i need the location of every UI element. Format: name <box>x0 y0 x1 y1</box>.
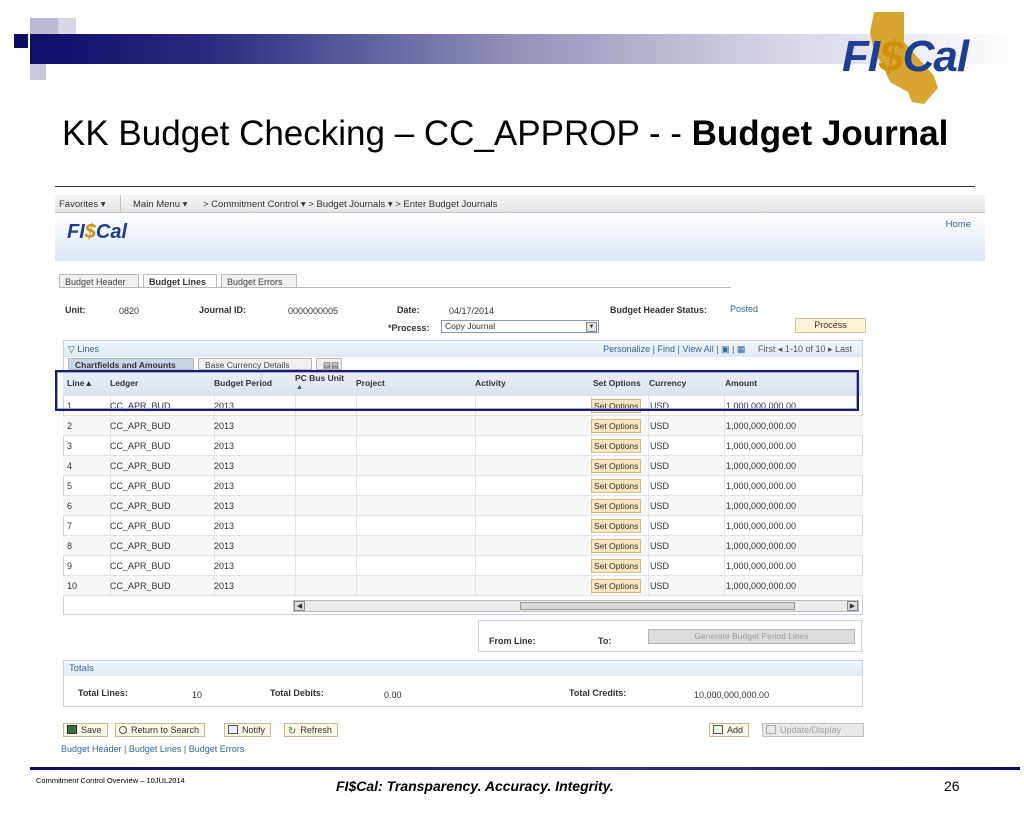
totals-panel <box>63 660 863 707</box>
set-options-button[interactable]: Set Options <box>591 419 641 433</box>
col-ledger[interactable]: Ledger <box>110 378 139 388</box>
highlight-box <box>55 370 859 411</box>
cell-divider <box>648 556 649 576</box>
process-button[interactable]: Process <box>795 318 866 333</box>
cell-ledger: CC_APR_BUD <box>110 421 171 431</box>
bottom-page-links[interactable]: Budget Header | Budget Lines | Budget Errors <box>61 744 245 754</box>
cell-divider <box>295 416 296 436</box>
cell-divider <box>475 516 476 536</box>
set-options-button[interactable]: Set Options <box>591 439 641 453</box>
generate-budget-period-lines-button[interactable]: Generate Budget Period Lines <box>648 629 855 644</box>
cell-currency: USD <box>650 481 670 491</box>
cell-budget-period: 2013 <box>214 401 235 411</box>
cell-ledger: CC_APR_BUD <box>110 561 171 571</box>
set-options-button[interactable]: Set Options <box>591 539 641 553</box>
cell-amount: 1,000,000,000.00 <box>726 441 797 451</box>
cell-currency: USD <box>650 421 670 431</box>
cell-divider <box>295 456 296 476</box>
cell-divider <box>648 416 649 436</box>
notify-button[interactable]: Notify <box>224 723 271 737</box>
process-label: *Process: <box>388 323 430 333</box>
cell-divider <box>356 576 357 596</box>
cell-divider <box>724 516 725 536</box>
cell-budget-period: 2013 <box>214 561 235 571</box>
cell-divider <box>356 436 357 456</box>
cell-currency: USD <box>650 541 670 551</box>
cell-ledger: CC_APR_BUD <box>110 541 171 551</box>
tab-budget-header[interactable]: Budget Header <box>59 274 139 288</box>
cell-divider <box>724 576 725 596</box>
totals-title: Totals <box>64 661 862 676</box>
cell-budget-period: 2013 <box>214 421 235 431</box>
save-button[interactable]: Save <box>63 723 108 737</box>
cell-currency: USD <box>650 521 670 531</box>
slide-title: KK Budget Checking – CC_APPROP - - Budget Journal <box>62 114 949 153</box>
cell-amount: 1,000,000,000.00 <box>726 401 797 411</box>
save-icon <box>67 725 77 734</box>
cell-line: 6 <box>67 501 73 511</box>
cell-divider <box>356 516 357 536</box>
cell-amount: 1,000,000,000.00 <box>726 541 797 551</box>
cell-divider <box>356 556 357 576</box>
cell-amount: 1,000,000,000.00 <box>726 561 797 571</box>
total-lines-label: Total Lines: <box>78 688 128 698</box>
cell-divider <box>648 576 649 596</box>
cell-divider <box>475 436 476 456</box>
dropdown-arrow-icon: ▼ <box>586 322 597 332</box>
refresh-button[interactable]: ↻ Refresh <box>284 723 338 737</box>
cell-divider <box>475 476 476 496</box>
page-number: 26 <box>944 778 960 794</box>
cell-amount: 1,000,000,000.00 <box>726 521 797 531</box>
tab-underline <box>59 287 731 288</box>
set-options-button[interactable]: Set Options <box>591 399 641 413</box>
cell-line: 7 <box>67 521 73 531</box>
cell-amount: 1,000,000,000.00 <box>726 421 797 431</box>
set-options-button[interactable]: Set Options <box>591 499 641 513</box>
total-debits-label: Total Debits: <box>270 688 324 698</box>
tab-budget-errors[interactable]: Budget Errors <box>221 274 297 288</box>
cell-divider <box>724 456 725 476</box>
cell-divider <box>724 436 725 456</box>
cell-currency: USD <box>650 461 670 471</box>
cell-currency: USD <box>650 401 670 411</box>
footer-left-text: Commitment Control Overview – 10JUL2014 <box>36 776 185 785</box>
nav-bar <box>55 195 985 213</box>
cell-budget-period: 2013 <box>214 581 235 591</box>
date-value: 04/17/2014 <box>449 306 495 316</box>
set-options-button[interactable]: Set Options <box>591 579 641 593</box>
cell-line: 4 <box>67 461 73 471</box>
table-row <box>63 496 863 516</box>
breadcrumb[interactable]: > Commitment Control ▾ > Budget Journals ▾ > Enter Budget Journals <box>203 199 498 210</box>
cell-divider <box>648 496 649 516</box>
notify-icon <box>228 725 238 734</box>
table-row <box>63 476 863 496</box>
cell-amount: 1,000,000,000.00 <box>726 481 797 491</box>
cell-line: 9 <box>67 561 73 571</box>
cell-divider <box>724 476 725 496</box>
sort-arrow-icon: ▲ <box>296 384 303 391</box>
cell-line: 1 <box>67 401 73 411</box>
tab-budget-lines[interactable]: Budget Lines <box>143 274 217 288</box>
total-debits-value: 0.00 <box>384 690 402 700</box>
table-row <box>63 556 863 576</box>
cell-divider <box>356 476 357 496</box>
table-row <box>63 456 863 476</box>
cell-divider <box>724 536 725 556</box>
table-row <box>63 576 863 596</box>
cell-currency: USD <box>650 441 670 451</box>
col-line[interactable]: Line▲ <box>67 378 93 388</box>
peoplesoft-screen <box>55 195 985 760</box>
update-display-button[interactable]: Update/Display <box>762 723 864 737</box>
total-credits-value: 10,000,000,000.00 <box>694 690 770 700</box>
journal-id-label: Journal ID: <box>199 305 247 315</box>
table-row <box>63 416 863 436</box>
return-to-search-button[interactable]: Return to Search <box>115 723 205 737</box>
search-icon <box>119 726 127 734</box>
cell-ledger: CC_APR_BUD <box>110 461 171 471</box>
cell-divider <box>724 496 725 516</box>
status-value: Posted <box>730 304 759 314</box>
cell-divider <box>475 536 476 556</box>
cell-line: 3 <box>67 441 73 451</box>
cell-divider <box>475 576 476 596</box>
cell-divider <box>295 496 296 516</box>
cell-divider <box>648 516 649 536</box>
unit-label: Unit: <box>65 305 86 315</box>
cell-currency: USD <box>650 581 670 591</box>
cell-ledger: CC_APR_BUD <box>110 581 171 591</box>
table-row <box>63 436 863 456</box>
cell-ledger: CC_APR_BUD <box>110 441 171 451</box>
cell-budget-period: 2013 <box>214 521 235 531</box>
date-label: Date: <box>397 305 420 315</box>
add-button[interactable]: Add <box>709 723 749 737</box>
col-currency[interactable]: Currency <box>649 378 687 388</box>
cell-ledger: CC_APR_BUD <box>110 501 171 511</box>
cell-divider <box>295 516 296 536</box>
cell-amount: 1,000,000,000.00 <box>726 461 797 471</box>
cell-divider <box>356 536 357 556</box>
total-lines-value: 10 <box>192 690 203 700</box>
unit-value: 0820 <box>119 306 140 316</box>
scroll-right-icon[interactable]: ▶ <box>847 601 858 611</box>
from-line-label: From Line: <box>489 636 536 646</box>
cell-divider <box>356 496 357 516</box>
table-row <box>63 516 863 536</box>
cell-line: 2 <box>67 421 73 431</box>
refresh-icon: ↻ <box>288 726 297 737</box>
set-options-button[interactable]: Set Options <box>591 559 641 573</box>
col-project[interactable]: Project <box>356 378 385 388</box>
scroll-thumb[interactable] <box>520 602 795 610</box>
cell-divider <box>475 416 476 436</box>
app-banner <box>55 213 985 261</box>
total-credits-label: Total Credits: <box>569 688 627 698</box>
cell-divider <box>475 556 476 576</box>
cell-currency: USD <box>650 501 670 511</box>
grid-header <box>64 341 862 357</box>
cell-divider <box>295 476 296 496</box>
scroll-left-icon[interactable]: ◀ <box>294 601 305 611</box>
cell-divider <box>356 416 357 436</box>
lines-collapse-toggle[interactable]: ▽ Lines <box>68 344 99 354</box>
col-set-options: Set Options <box>593 378 641 388</box>
cell-divider <box>475 496 476 516</box>
cell-ledger: CC_APR_BUD <box>110 481 171 491</box>
cell-divider <box>295 436 296 456</box>
grid-toolbar <box>603 344 852 355</box>
subtab-chartfields[interactable]: Chartfields and Amounts <box>68 358 194 370</box>
cell-line: 5 <box>67 481 73 491</box>
horizontal-scrollbar[interactable] <box>293 600 859 612</box>
cell-currency: USD <box>650 561 670 571</box>
cell-line: 10 <box>67 581 78 591</box>
app-logo: FI$Cal <box>67 221 128 243</box>
cell-divider <box>648 436 649 456</box>
cell-divider <box>648 456 649 476</box>
process-select[interactable]: Copy Journal ▼ <box>441 320 599 333</box>
cell-divider <box>295 576 296 596</box>
cell-divider <box>648 536 649 556</box>
cell-ledger: CC_APR_BUD <box>110 401 171 411</box>
cell-amount: 1,000,000,000.00 <box>726 501 797 511</box>
title-divider <box>55 186 975 187</box>
favorites-menu[interactable]: Favorites ▾ <box>59 199 106 210</box>
cell-budget-period: 2013 <box>214 441 235 451</box>
add-icon <box>713 725 723 734</box>
cell-ledger: CC_APR_BUD <box>110 521 171 531</box>
status-label: Budget Header Status: <box>610 305 708 315</box>
col-budget-period[interactable]: Budget Period <box>214 378 273 388</box>
footer-tagline: FI$Cal: Transparency. Accuracy. Integrity. <box>336 778 614 794</box>
fiscal-logo <box>832 12 992 104</box>
to-label: To: <box>598 636 612 646</box>
grid-nav-links[interactable]: Personalize | Find | View All | ▣ | ▦ <box>603 344 746 354</box>
cell-divider <box>475 456 476 476</box>
cell-divider <box>724 416 725 436</box>
set-options-button[interactable]: Set Options <box>591 459 641 473</box>
grid-pager[interactable]: First ◂ 1-10 of 10 ▸ Last <box>757 344 852 354</box>
show-all-columns-icon[interactable]: ▤▤ <box>316 358 342 370</box>
journal-id-value: 0000000005 <box>288 306 339 316</box>
cell-divider <box>356 456 357 476</box>
cell-budget-period: 2013 <box>214 501 235 511</box>
fiscal-logo-text: FI$Cal <box>842 32 969 81</box>
cell-budget-period: 2013 <box>214 481 235 491</box>
col-pc-bus-unit[interactable]: PC Bus Unit <box>295 373 345 383</box>
col-amount[interactable]: Amount <box>725 378 758 388</box>
cell-line: 8 <box>67 541 73 551</box>
update-icon <box>766 725 776 734</box>
cell-divider <box>295 536 296 556</box>
col-activity[interactable]: Activity <box>475 378 506 388</box>
table-row <box>63 536 863 556</box>
footer-rule <box>30 767 1020 770</box>
cell-budget-period: 2013 <box>214 541 235 551</box>
cell-divider <box>648 476 649 496</box>
cell-budget-period: 2013 <box>214 461 235 471</box>
cell-amount: 1,000,000,000.00 <box>726 581 797 591</box>
home-link[interactable]: Home <box>945 219 971 230</box>
cell-divider <box>295 556 296 576</box>
cell-divider <box>724 556 725 576</box>
set-options-button[interactable]: Set Options <box>591 479 641 493</box>
subtab-base-currency[interactable]: Base Currency Details <box>198 358 312 370</box>
set-options-button[interactable]: Set Options <box>591 519 641 533</box>
main-menu[interactable]: Main Menu ▾ <box>133 199 188 210</box>
